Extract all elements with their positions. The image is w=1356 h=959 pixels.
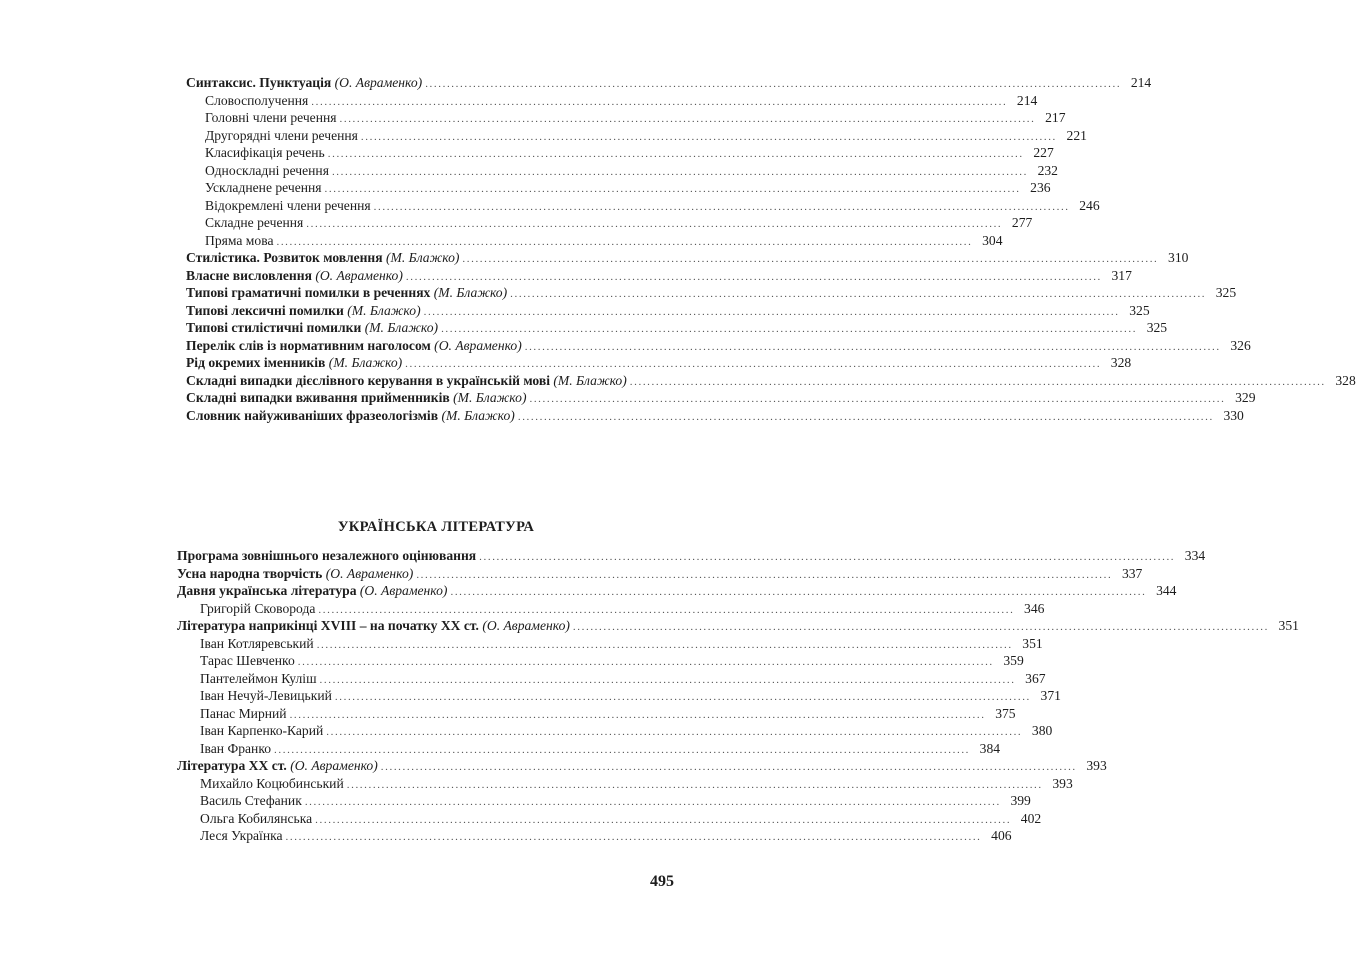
toc-entry-title-text: Давня українська література <box>177 583 357 598</box>
toc-literature-section <box>177 547 1299 845</box>
dot-leader: ................................................................................................................................................................ <box>416 568 1113 581</box>
dot-leader: ................................................................................................................................................................ <box>285 831 982 843</box>
toc-entry <box>186 284 1237 302</box>
toc-entry-title-text: Література наприкінці XVIII – на початку XX ст. <box>177 618 479 633</box>
toc-entry <box>177 757 1107 775</box>
toc-entry-title <box>200 775 344 793</box>
toc-entry <box>177 617 1299 635</box>
toc-entry-page: 310 <box>1168 250 1189 265</box>
toc-entry-title-text: Складні випадки дієслівного керування в українській мові <box>186 372 550 388</box>
toc-entry-title-text: Ускладнене речення <box>205 180 322 195</box>
toc-entry-title-text: Словосполучення <box>205 92 309 108</box>
toc-entry-author: (М. Блажко) <box>328 355 403 370</box>
toc-entry <box>177 687 1061 705</box>
toc-entry-title <box>177 547 476 565</box>
toc-entry-title <box>177 582 447 600</box>
toc-entry-page: 277 <box>1011 215 1033 230</box>
toc-entry-title <box>186 354 402 372</box>
dot-leader: ................................................................................................................................................................ <box>572 621 1269 633</box>
toc-entry-title-text: Іван Франко <box>200 740 272 756</box>
toc-entry <box>186 92 1038 110</box>
toc-entry-author: (О. Авраменко) <box>482 618 570 633</box>
dot-leader: ................................................................................................................................................................ <box>425 78 1122 90</box>
toc-entry <box>177 600 1045 618</box>
toc-entry-page: 246 <box>1079 197 1100 213</box>
toc-entry <box>177 722 1053 740</box>
toc-entry-page: 328 <box>1335 372 1356 388</box>
toc-entry-title <box>200 687 332 705</box>
dot-leader: ................................................................................................................................................................ <box>405 358 1102 370</box>
dot-leader: ................................................................................................................................................................ <box>405 270 1102 283</box>
toc-entry-author: (М. Блажко) <box>364 320 439 335</box>
toc-entry <box>186 232 1003 250</box>
toc-entry-title-text: Класифікація речень <box>205 145 325 160</box>
toc-entry <box>186 197 1100 215</box>
dot-leader: ................................................................................................................................................................ <box>360 130 1057 143</box>
toc-entry-page: 236 <box>1030 180 1051 195</box>
toc-entry-page: 399 <box>1010 793 1031 808</box>
toc-entry-title <box>186 337 522 355</box>
toc-entry-title <box>177 757 378 775</box>
toc-entry-title <box>186 407 515 425</box>
toc-entry-title-text: Леся Українка <box>200 828 283 843</box>
toc-entry-title-text: Панас Мирний <box>200 705 287 721</box>
toc-entry-title <box>186 372 627 390</box>
toc-entry <box>186 372 1356 390</box>
dot-leader: ................................................................................................................................................................ <box>331 165 1028 178</box>
toc-entry-title <box>200 827 283 845</box>
toc-entry-title-text: Власне висловлення <box>186 267 312 283</box>
toc-entry <box>177 582 1177 600</box>
toc-entry <box>186 144 1054 162</box>
toc-entry-title-text: Односкладні речення <box>205 162 329 178</box>
toc-entry <box>186 109 1066 127</box>
dot-leader: ................................................................................................................................................................ <box>311 95 1008 108</box>
toc-entry-author: (М. Блажко) <box>553 372 627 388</box>
dot-leader: ................................................................................................................................................................ <box>276 235 973 248</box>
toc-entry-title-text: Іван Котляревський <box>200 635 314 651</box>
toc-entry-title-text: Стилістика. Розвиток мовлення <box>186 250 383 265</box>
toc-entry-title <box>186 249 459 267</box>
toc-entry-author: (М. Блажко) <box>386 250 460 265</box>
toc-entry-title-text: Програма зовнішнього незалежного оцінювання <box>177 548 477 563</box>
section-heading-literature: УКРАЇНСЬКА ЛІТЕРАТУРА <box>337 519 535 535</box>
toc-entry-page: 328 <box>1110 355 1132 370</box>
toc-entry-author: (О. Авраменко) <box>290 758 378 773</box>
toc-entry-page: 346 <box>1024 600 1045 616</box>
toc-entry-author: (О. Авраменко) <box>315 267 403 283</box>
toc-entry-author: (О. Авраменко) <box>434 337 522 353</box>
toc-entry <box>177 810 1042 828</box>
dot-leader: ................................................................................................................................................................ <box>510 288 1207 300</box>
toc-entry-title <box>186 319 438 337</box>
toc-entry-title <box>200 670 317 688</box>
dot-leader: ................................................................................................................................................................ <box>306 218 1003 230</box>
toc-entry-title <box>205 144 325 162</box>
toc-entry-title <box>177 565 413 583</box>
toc-entry-title <box>186 389 526 407</box>
dot-leader: ................................................................................................................................................................ <box>324 183 1021 195</box>
toc-entry-page: 326 <box>1230 337 1251 353</box>
toc-entry-page: 227 <box>1033 145 1054 160</box>
toc-entry-title-text: Складне речення <box>205 215 304 230</box>
toc-entry-title <box>205 92 308 110</box>
toc-entry-title-text: Ольга Кобилянська <box>200 810 313 826</box>
toc-entry-page: 325 <box>1215 285 1237 300</box>
toc-entry-title <box>205 214 303 232</box>
toc-entry-title <box>200 740 271 758</box>
toc-entry-page: 214 <box>1016 92 1038 108</box>
toc-entry-title-text: Типові лексичні помилки <box>186 302 344 318</box>
toc-entry-page: 384 <box>979 740 1001 756</box>
toc-language-section <box>186 74 1356 424</box>
dot-leader: ................................................................................................................................................................ <box>289 708 986 721</box>
toc-entry-author: (М. Блажко) <box>433 285 508 300</box>
toc-entry <box>186 319 1168 337</box>
toc-entry <box>177 565 1143 583</box>
dot-leader: ................................................................................................................................................................ <box>450 586 1147 598</box>
toc-entry <box>177 705 1016 723</box>
toc-entry-page: 329 <box>1235 390 1256 405</box>
dot-leader: ................................................................................................................................................................ <box>380 761 1077 773</box>
toc-entry-title-text: Іван Карпенко-Карий <box>200 723 324 738</box>
toc-entry-title-text: Перелік слів із нормативним наголосом <box>186 337 431 353</box>
dot-leader: ................................................................................................................................................................ <box>423 305 1120 318</box>
dot-leader: ................................................................................................................................................................ <box>304 796 1001 808</box>
dot-leader: ................................................................................................................................................................ <box>319 673 1016 686</box>
toc-entry-title-text: Рід окремих іменників <box>186 355 326 370</box>
toc-entry <box>186 162 1058 180</box>
toc-entry-author: (М. Блажко) <box>347 302 421 318</box>
toc-entry-page: 367 <box>1025 670 1046 686</box>
toc-entry <box>186 249 1189 267</box>
toc-entry <box>186 179 1051 197</box>
toc-entry-page: 337 <box>1121 565 1143 581</box>
dot-leader: ................................................................................................................................................................ <box>479 551 1176 563</box>
toc-entry-title-text: Словник найуживаніших фразеологізмів <box>186 407 439 423</box>
page-number: 495 <box>650 873 674 890</box>
toc-entry-page: 330 <box>1223 407 1244 423</box>
toc-entry-title-text: Іван Нечуй-Левицький <box>200 688 332 703</box>
toc-entry-author: (О. Авраменко) <box>325 565 414 581</box>
toc-entry-title <box>205 232 273 250</box>
toc-entry-title <box>205 197 371 215</box>
toc-entry-title <box>200 652 295 670</box>
toc-entry-title-text: Головні члени речення <box>205 110 337 125</box>
toc-entry <box>177 775 1073 793</box>
toc-entry <box>186 302 1150 320</box>
toc-entry-page: 304 <box>982 232 1003 248</box>
toc-entry-title <box>200 810 312 828</box>
toc-entry-page: 380 <box>1031 723 1053 738</box>
toc-entry-title-text: Василь Стефаник <box>200 793 302 808</box>
toc-entry <box>177 635 1043 653</box>
toc-entry-page: 351 <box>1022 635 1043 651</box>
toc-entry-page: 317 <box>1111 267 1132 283</box>
toc-entry <box>186 354 1132 372</box>
toc-entry-title-text: Типові стилістичні помилки <box>186 320 362 335</box>
toc-entry-title <box>200 635 314 653</box>
toc-entry-page: 393 <box>1086 758 1107 773</box>
dot-leader: ................................................................................................................................................................ <box>529 393 1226 405</box>
toc-entry-title <box>186 74 422 92</box>
toc-entry-page: 371 <box>1040 688 1061 703</box>
toc-entry <box>177 740 1001 758</box>
toc-entry-page: 232 <box>1037 162 1058 178</box>
dot-leader: ................................................................................................................................................................ <box>524 340 1221 353</box>
toc-entry-author: (О. Авраменко) <box>334 75 423 90</box>
toc-entry-title <box>177 617 570 635</box>
toc-entry-title-text: Пантелеймон Куліш <box>200 670 317 686</box>
toc-entry-title <box>205 109 337 127</box>
dot-leader: ................................................................................................................................................................ <box>334 691 1031 703</box>
toc-entry-page: 221 <box>1066 127 1087 143</box>
toc-entry <box>177 652 1024 670</box>
dot-leader: ................................................................................................................................................................ <box>373 200 1070 213</box>
toc-entry <box>177 670 1046 688</box>
toc-entry-page: 375 <box>995 705 1016 721</box>
toc-entry-title-text: Типові граматичні помилки в реченнях <box>186 285 431 300</box>
toc-entry-author: (М. Блажко) <box>453 390 527 405</box>
toc-entry-title <box>200 722 323 740</box>
toc-entry-title <box>200 705 287 723</box>
dot-leader: ................................................................................................................................................................ <box>346 778 1043 791</box>
toc-entry-page: 214 <box>1130 75 1152 90</box>
toc-entry <box>177 547 1206 565</box>
toc-entry-page: 406 <box>991 828 1012 843</box>
toc-entry-title-text: Складні випадки вживання прийменників <box>186 390 450 405</box>
toc-entry-title <box>200 600 315 618</box>
toc-entry-title-text: Відокремлені члени речення <box>205 197 371 213</box>
toc-entry-author: (М. Блажко) <box>441 407 515 423</box>
toc-entry-title-text: Пряма мова <box>205 232 274 248</box>
toc-entry-author: (О. Авраменко) <box>359 583 448 598</box>
dot-leader: ................................................................................................................................................................ <box>315 813 1012 826</box>
toc-entry-page: 344 <box>1156 583 1177 598</box>
toc-entry-title-text: Михайло Коцюбинський <box>200 775 344 791</box>
toc-entry-page: 325 <box>1129 302 1150 318</box>
dot-leader: ................................................................................................................................................................ <box>326 726 1023 738</box>
toc-entry <box>177 827 1012 845</box>
toc-entry <box>186 337 1251 355</box>
toc-entry-title-text: Синтаксис. Пунктуація <box>186 75 332 90</box>
dot-leader: ................................................................................................................................................................ <box>316 638 1013 651</box>
toc-entry-page: 393 <box>1052 775 1073 791</box>
toc-entry <box>177 792 1031 810</box>
toc-entry-title <box>186 267 403 285</box>
toc-entry-title <box>200 792 302 810</box>
toc-entry-title-text: Другорядні члени речення <box>205 127 358 143</box>
dot-leader: ................................................................................................................................................................ <box>274 743 971 756</box>
toc-entry-page: 351 <box>1278 618 1299 633</box>
toc-entry <box>186 214 1033 232</box>
toc-entry <box>186 74 1152 92</box>
dot-leader: ................................................................................................................................................................ <box>327 148 1024 160</box>
toc-entry-title <box>205 127 358 145</box>
toc-entry-title-text: Література XX ст. <box>177 758 287 773</box>
toc-entry <box>186 389 1256 407</box>
toc-entry-page: 402 <box>1020 810 1042 826</box>
toc-entry-title <box>186 302 421 320</box>
toc-entry-title-text: Усна народна творчість <box>177 565 323 581</box>
toc-entry-title <box>205 179 322 197</box>
dot-leader: ................................................................................................................................................................ <box>462 253 1159 265</box>
toc-entry <box>186 407 1244 425</box>
dot-leader: ................................................................................................................................................................ <box>441 323 1138 335</box>
dot-leader: ................................................................................................................................................................ <box>318 603 1015 616</box>
dot-leader: ................................................................................................................................................................ <box>297 656 994 668</box>
toc-entry-title <box>205 162 329 180</box>
toc-entry-title-text: Тарас Шевченко <box>200 653 295 668</box>
toc-entry-title-text: Григорій Сковорода <box>200 600 316 616</box>
toc-entry-page: 359 <box>1003 653 1024 668</box>
toc-entry-title <box>186 284 507 302</box>
toc-entry-page: 325 <box>1146 320 1168 335</box>
toc-entry-page: 334 <box>1184 548 1206 563</box>
toc-entry-page: 217 <box>1045 110 1066 125</box>
dot-leader: ................................................................................................................................................................ <box>517 410 1214 423</box>
dot-leader: ................................................................................................................................................................ <box>339 113 1036 125</box>
toc-entry <box>186 127 1087 145</box>
toc-entry <box>186 267 1132 285</box>
dot-leader: ................................................................................................................................................................ <box>629 375 1326 388</box>
